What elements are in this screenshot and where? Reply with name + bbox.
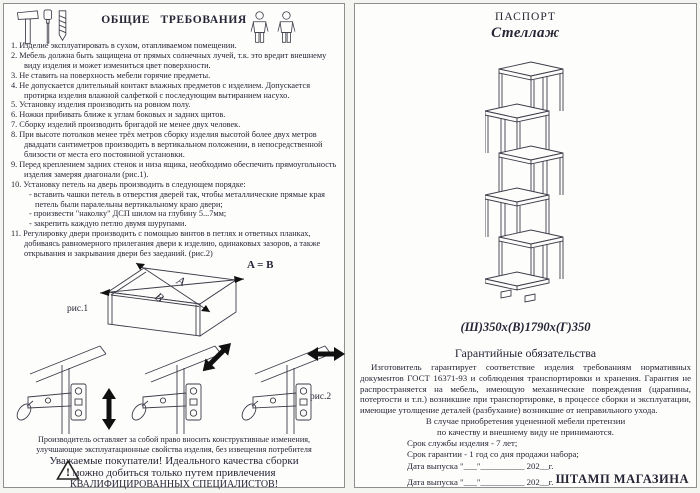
issue-date-line: Дата выпуска "___"__________ 202__г. — [407, 461, 554, 471]
product-dimensions: (Ш)350х(В)1790х(Г)350 — [460, 320, 591, 334]
manufacturer-note: Производитель оставляет за собой право вносить конструктивные изменения, улучшающие эксплуатационные свойства изделия, без извещения потребителя — [36, 435, 312, 454]
list-item: 3. Не ставить на поверхность мебели горячие предметы. — [11, 70, 211, 80]
list-item: 9. Перед креплением задних стенок и низа ящика, необходимо обеспечить прямоугольность изделия замеряя диагонали (рис.1). — [11, 159, 337, 179]
document-title: ПАСПОРТ — [495, 11, 556, 23]
hinge-adjust-vertical-sketch — [16, 340, 121, 434]
discount-claims-note: В случае приобретения уцененной мебели претензии по качеству и внешнему виду не принимаются. — [425, 416, 626, 437]
hinge-adjust-horizontal-sketch — [241, 340, 346, 434]
figure-1-label: рис.1 — [67, 304, 89, 314]
svg-text:!: ! — [66, 465, 70, 479]
figure-1 — [4, 254, 346, 344]
quality-warning — [4, 456, 344, 491]
list-item: 4. Не допускается длительный контакт влажных предметов с изделием. Допускается протирка изделия влажной салфеткой с последующим вытиранием насухо. — [11, 80, 311, 100]
figure-1-equation: A = B — [247, 259, 274, 271]
two-person-assembly-icon — [247, 11, 299, 45]
general-requirements-page — [3, 3, 345, 488]
list-subitem: - закрепить каждую петлю двумя шурупами. — [29, 219, 187, 229]
list-item: 1. Изделие эксплуатировать в сухом, отапливаемом помещении. — [11, 41, 237, 50]
list-item: 6. Ножки прибивать ближе к углам боковых и задних щитов. — [11, 110, 226, 120]
store-stamp-label: ШТАМП МАГАЗИНА — [555, 472, 689, 486]
list-item: 11. Регулировку двери производить с помощью винтов в петлях и ответных планках, добиваясь равномерного прилегания двери к изделию, одинаковых зазоров, а также открывания и закрывания двери без заеданий. (рис.2) — [11, 229, 321, 259]
issue-date-line: Дата выпуска "___"__________ 202__г. — [407, 476, 554, 487]
warning-text: Уважаемые покупатели! Идеального качества сборки можно добиться только путем привлечения КВАЛИФИЦИРОВАННЫХ СПЕЦИАЛИСТОВ! — [49, 455, 299, 490]
list-item: 2. Мебель должна быть защищена от прямых солнечных лучей, т.к. это вредит внешнему виду изделия и может измениться цвет поверхности. — [11, 50, 327, 70]
passport-page — [354, 3, 697, 488]
service-life: Срок службы изделия - 7 лет; — [407, 438, 518, 448]
service-terms — [407, 438, 579, 460]
list-item: 10. Установку петель на дверь производить в следующем порядке: — [11, 179, 246, 189]
box-diagonal-check-sketch — [96, 256, 252, 344]
list-subitem: - вставить чашки петель в отверстия дверей так, чтобы металлические прямые края петель были паралельны вертикальному краю двери; — [29, 189, 325, 209]
warranty-paragraph: Изготовитель гарантирует соответствие изделия требованиям нормативных документов ГОСТ 16371-93 и соблюдения транспортировки и хранения. Гарантия не распространяется на мебель, имеющую механические повреждения (царапины, потертости и т.п.) возникшие при транспортировке, в процессе сборки и эксплуатации, имеющие утолщение деталей (разбухание) возникшие от неправильного ухода. — [360, 362, 691, 416]
list-item: 7. Сборку изделий производить бригадой не менее двух человек. — [11, 120, 241, 130]
requirements-list — [11, 41, 341, 259]
issue-dates — [407, 459, 553, 490]
list-subitem: - произвести "наколку" ДСП шилом на глубину 5...7мм; — [29, 209, 227, 219]
warranty-period: Срок гарантии - 1 год со дня продажи набора; — [407, 449, 579, 459]
list-item: 8. При высоте потолков менее трёх метров сборку изделия высотой более двух метров двадцати сантиметров производить в вертикальном положении, в непосредственной близости от места его постоянной установки. — [11, 130, 323, 159]
product-name: Стеллаж — [491, 25, 560, 41]
shelf-tower-sketch — [485, 56, 581, 306]
page-title: ОБЩИЕ ТРЕБОВАНИЯ — [101, 14, 247, 26]
hinge-adjust-diagonal-sketch — [131, 340, 236, 434]
figure-2 — [4, 340, 346, 434]
svg-text:A: A — [174, 273, 188, 289]
svg-text:B: B — [152, 289, 167, 305]
warning-triangle-icon — [56, 459, 80, 481]
list-item: 5. Установку изделия производить на ровном полу. — [11, 100, 191, 110]
figure-2-label: рис.2 — [310, 392, 332, 402]
warranty-title: Гарантийные обязательства — [454, 346, 597, 360]
